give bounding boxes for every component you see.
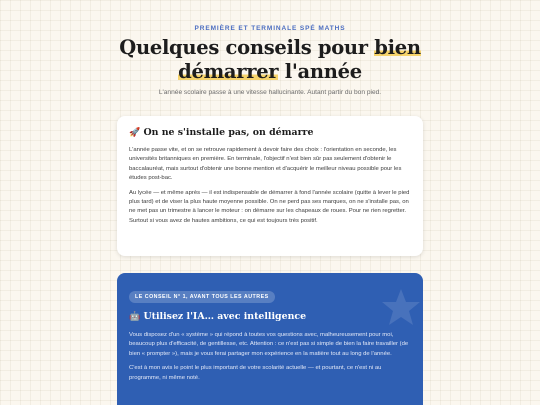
advice-badge: LE CONSEIL N° 1, AVANT TOUS LES AUTRES xyxy=(129,291,275,303)
title-part-1: Quelques conseils pour xyxy=(119,36,375,59)
card-paragraph-1: Vous disposez d'un « système » qui répond à toutes vos questions avec, malheureusement pour moi, beaucoup plus d'efficacité, de gentillesse, etc. Attention : ce n'est pas si simple de bien la faire travailler (de bien « prompter »), mais je vous ferai partager mon expérience en la matière tout au long de l'année. xyxy=(129,332,409,357)
page-subtitle: L'année scolaire passe à une vitesse hallucinante. Autant partir du bon pied. xyxy=(158,89,382,96)
rocket-icon: 🚀 xyxy=(129,128,141,138)
card-paragraph-2: Au lycée — et même après — il est indispensable de démarrer à fond l'année scolaire (quitte à lever le pied plus tard) et de viser la plus haute moyenne possible. On ne perd pas ses marques, on ne s'installe pas, on ne met pas un trimestre à lancer le moteur : on démarre sur les chapeaux de roues. Pour ne rien regretter. Surtout si vous avez de hautes ambitions, ce qui est toujours très positif. xyxy=(129,189,410,224)
card-heading xyxy=(129,311,411,322)
page-title xyxy=(0,36,540,84)
card-ai-advice xyxy=(117,273,423,405)
page-kicker: PREMIÈRE ET TERMINALE SPÉ MATHS xyxy=(194,25,346,32)
card-start-strong xyxy=(117,116,423,256)
card-heading-text: On ne s'installe pas, on démarre xyxy=(143,127,314,138)
robot-icon: 🤖 xyxy=(129,312,141,322)
card-heading-text: Utilisez l'IA… avec intelligence xyxy=(143,311,307,322)
card-heading xyxy=(129,127,411,138)
card-paragraph-1: L'année passe vite, et on se retrouve rapidement à devoir faire des choix : l'orientation en seconde, les universités britanniques en première. En terminale, l'objectif n'est bien sûr pas seulement d'obtenir le baccalauréat, mais surtout d'obtenir une bonne mention et d'acquérir le meilleur niveau possible pour les études post-bac. xyxy=(129,147,402,182)
title-part-2: l'année xyxy=(278,60,362,83)
title-highlight-bien: bien xyxy=(374,36,421,59)
star-icon xyxy=(381,287,421,327)
card-paragraph-2: C'est à mon avis le point le plus important de votre scolarité actuelle — et pourtant, ce n'est ni au programme, ni même noté. xyxy=(129,365,382,381)
title-highlight-demarrer: démarrer xyxy=(178,60,279,83)
